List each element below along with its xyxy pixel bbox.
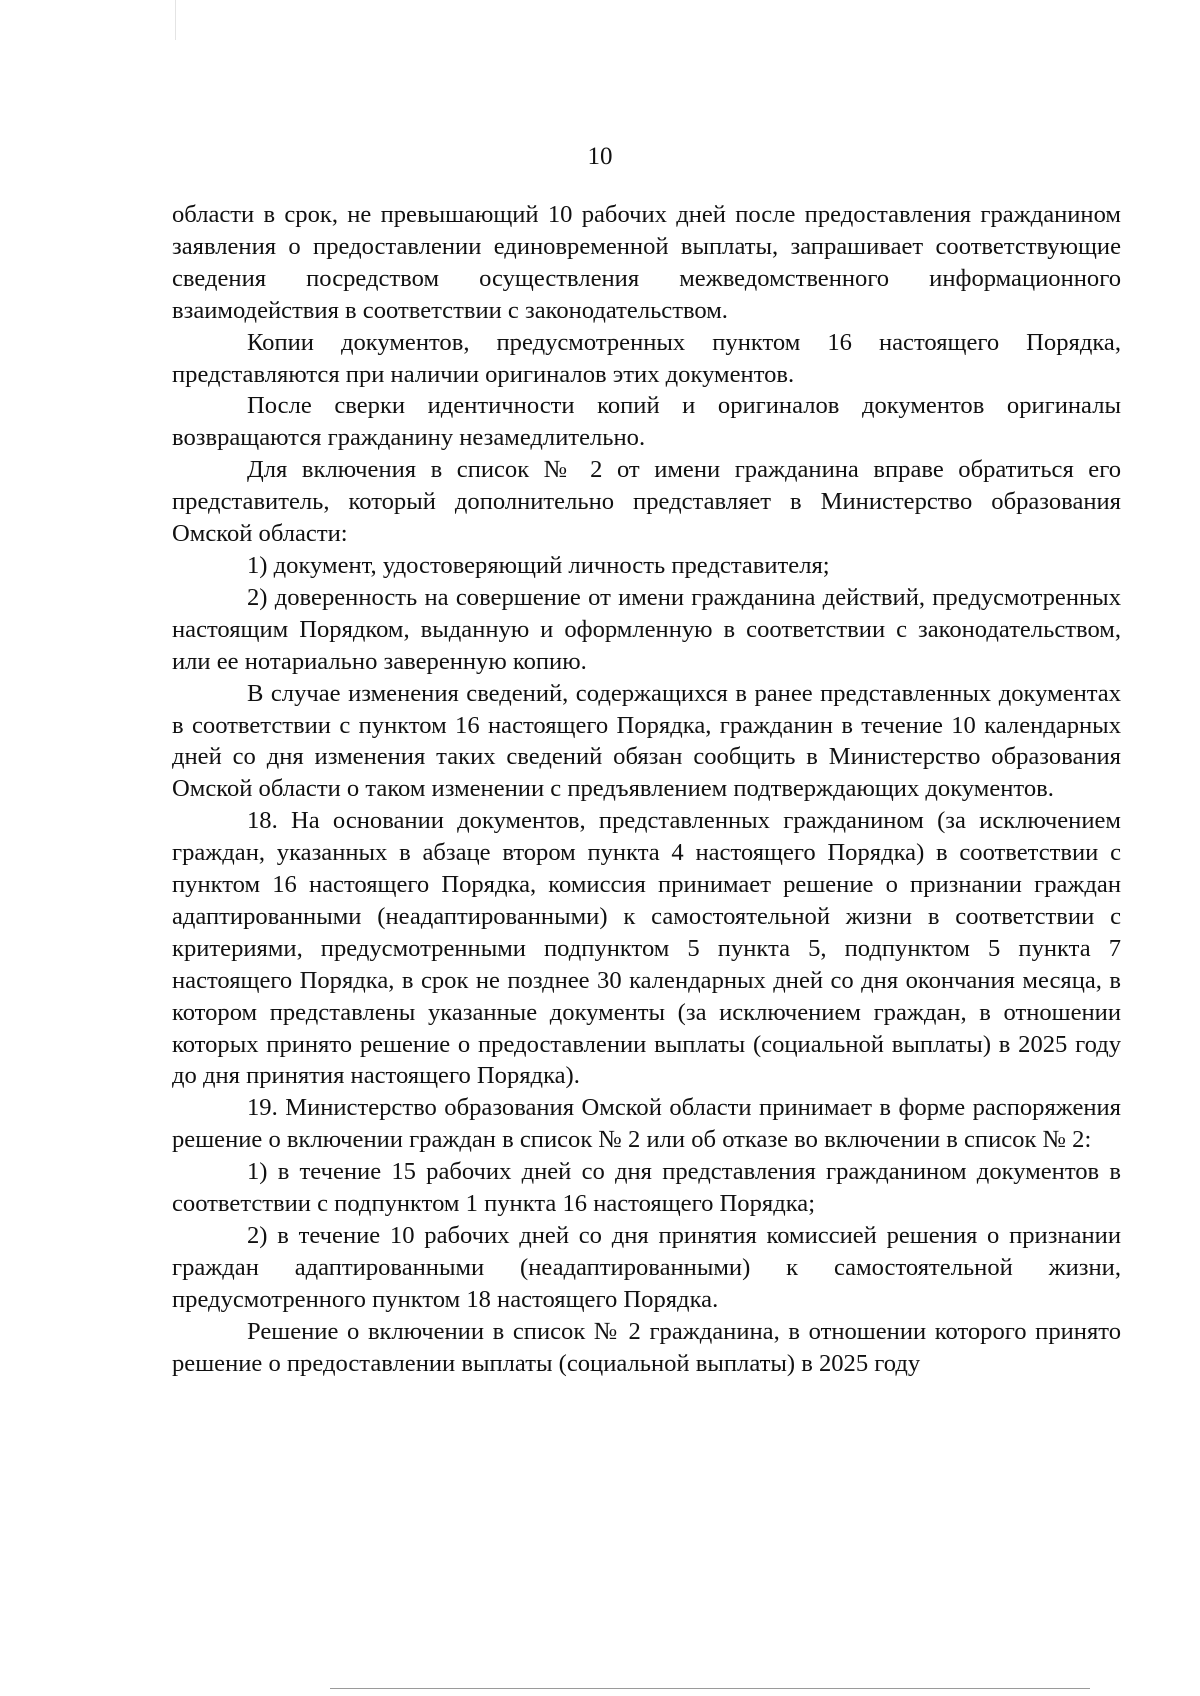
paragraph-copies: Копии документов, предусмотренных пунктом 16 настоящего Порядка, представляются при наличии оригиналов этих документов. [172,328,1121,388]
paragraph-decision: Решение о включении в список № 2 гражданина, в отношении которого принято решение о предоставлении выплаты (социальной выплаты) в 2025 году [172,1317,1121,1377]
list-item-power-of-attorney: 2) доверенность на совершение от имени гражданина действий, предусмотренных настоящим Порядком, выданную и оформленную в соответствии с законодательством, или ее нотариально заверенную копию. [172,583,1121,675]
page-number: 10 [587,143,613,170]
clause-19: 19. Министерство образования Омской области принимает в форме распоряжения решение о включении граждан в список № 2 или об отказе во включении в список № 2: [172,1094,1121,1154]
clause-18: 18. На основании документов, представленных гражданином (за исключением граждан, указанных в абзаце втором пункта 4 настоящего Порядка) в соответствии с пунктом 16 настоящего Порядка, комиссия принимает решение о признании граждан адаптированными (неадаптированными) к самостоятельной жизни в соответствии с критериями, предусмотренными подпунктом 5 пункта 5, подпунктом 5 пункта 7 настоящего Порядка, в срок не позднее 30 календарных дней со дня окончания месяца, в котором представлены указанные документы (за исключением граждан, в отношении которых принято решение о предоставлении выплаты (социальной выплаты) в 2025 году до дня принятия настоящего Порядка). [172,807,1121,1090]
list-item-identity-document: 1) документ, удостоверяющий личность представителя; [247,551,830,579]
list-item-10-days: 2) в течение 10 рабочих дней со дня принятия комиссией решения о признании граждан адаптированными (неадаптированными) к самостоятельной жизни, предусмотренного пунктом 18 настоящего Порядка. [172,1222,1121,1313]
list-item-15-days: 1) в течение 15 рабочих дней со дня представления гражданином документов в соответствии с подпунктом 1 пункта 16 настоящего Порядка; [172,1158,1121,1218]
scan-edge-mark [175,0,176,40]
paragraph-originals-return: После сверки идентичности копий и оригиналов документов оригиналы возвращаются гражданину незамедлительно. [172,392,1121,452]
paragraph-continuation: области в срок, не превышающий 10 рабочих дней после предоставления гражданином заявления о предоставлении единовременной выплаты, запрашивает соответствующие сведения посредством осуществления межведомственного информационного взаимодействия в соответствии с законодательством. [172,201,1121,324]
document-body [172,199,1121,1380]
bottom-divider [330,1688,1090,1689]
paragraph-changes: В случае изменения сведений, содержащихся в ранее представленных документах в соответствии с пунктом 16 настоящего Порядка, гражданин в течение 10 календарных дней со дня изменения таких сведений обязан сообщить в Министерство образования Омской области о таком изменении с предъявлением подтверждающих документов. [172,679,1121,803]
paragraph-representative: Для включения в список № 2 от имени гражданина вправе обратиться его представитель, который дополнительно представляет в Министерство образования Омской области: [172,456,1121,548]
